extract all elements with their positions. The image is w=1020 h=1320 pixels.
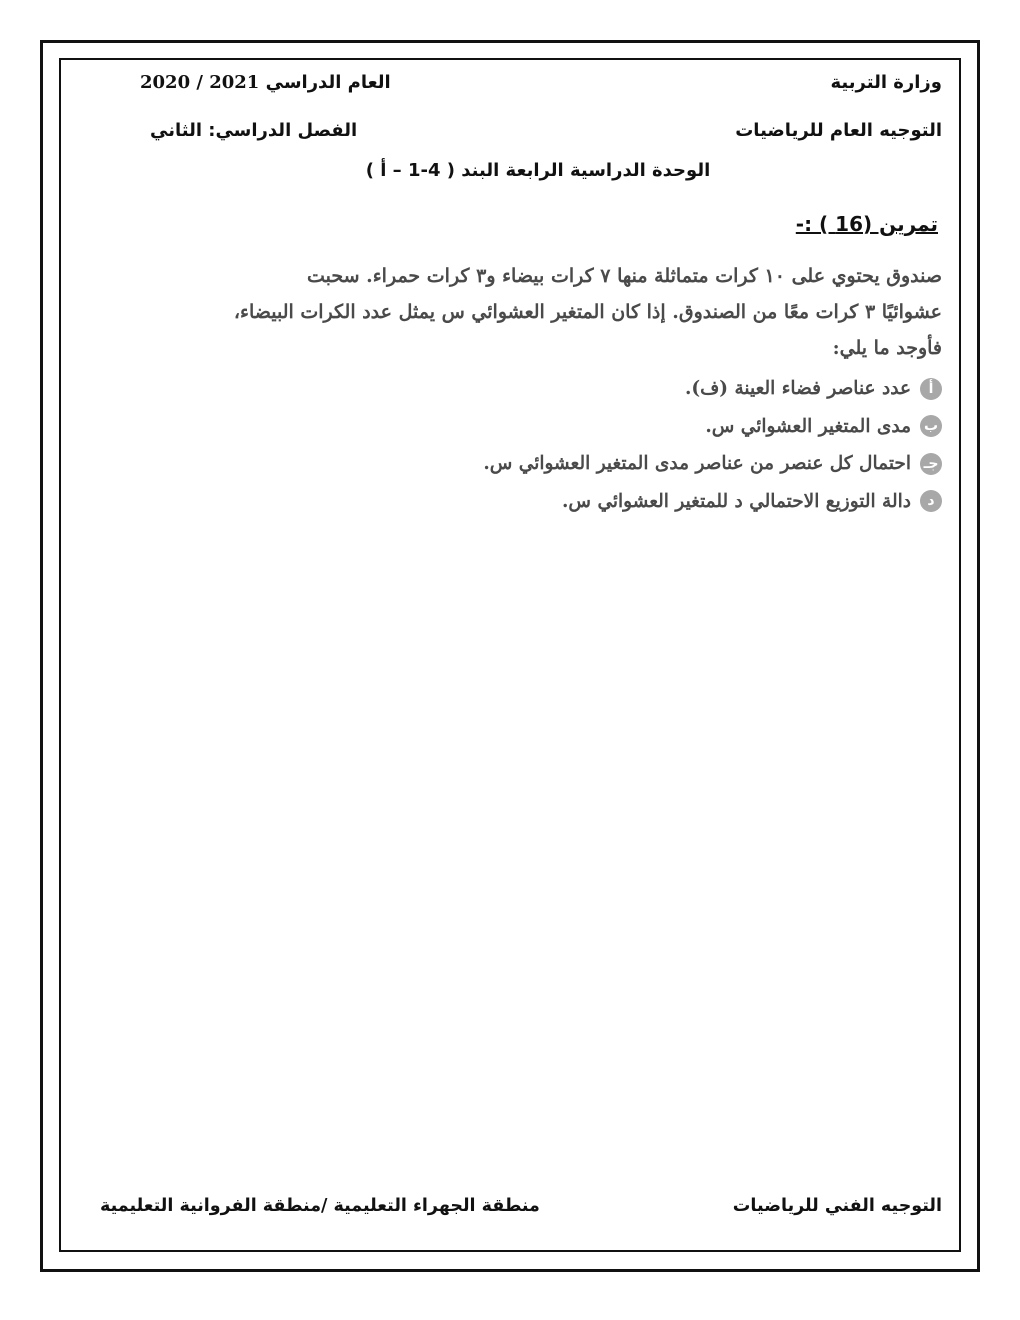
- ministry-name: وزارة التربية: [830, 72, 942, 93]
- footer-right: التوجيه الفني للرياضيات: [732, 1196, 942, 1216]
- academic-year: [140, 72, 391, 93]
- academic-year-label: العام الدراسي: [265, 72, 391, 93]
- problem-line-3: فأوجد ما يلي:: [832, 337, 942, 359]
- exercise-title: تمرين (16 ) :-: [795, 212, 938, 236]
- item-text: مدى المتغير العشوائي س.: [705, 415, 911, 437]
- semester: الفصل الدراسي: الثاني: [150, 120, 358, 141]
- question-item: [162, 370, 942, 408]
- page-inner-border: [59, 58, 961, 1252]
- question-list: [162, 370, 942, 520]
- item-text: عدد عناصر فضاء العينة (ف).: [684, 378, 911, 400]
- question-item: [162, 445, 942, 483]
- item-bullet: د: [920, 490, 942, 512]
- direction-name: التوجيه العام للرياضيات: [735, 120, 942, 141]
- item-bullet: جـ: [920, 453, 942, 475]
- question-item: [162, 408, 942, 446]
- item-bullet: أ: [920, 378, 942, 400]
- item-text: احتمال كل عنصر من عناصر مدى المتغير العشوائي س.: [483, 453, 911, 475]
- unit-title: الوحدة الدراسية الرابعة البند ( 4-1 – أ ): [365, 160, 711, 181]
- problem-line-1: صندوق يحتوي على ١٠ كرات متماثلة منها ٧ كرات بيضاء و٣ كرات حمراء. سحبت: [306, 265, 942, 287]
- footer-left: منطقة الجهراء التعليمية /منطقة الفروانية التعليمية: [100, 1196, 540, 1216]
- academic-year-value: 2021 / 2020: [140, 72, 260, 93]
- item-text: دالة التوزيع الاحتمالي د للمتغير العشوائي س.: [561, 490, 911, 512]
- item-bullet: ب: [920, 415, 942, 437]
- problem-line-2: عشوائيًا ٣ كرات معًا من الصندوق. إذا كان المتغير العشوائي س يمثل عدد الكرات البيضاء،: [233, 301, 942, 323]
- question-item: [162, 483, 942, 521]
- problem-statement: [162, 258, 942, 366]
